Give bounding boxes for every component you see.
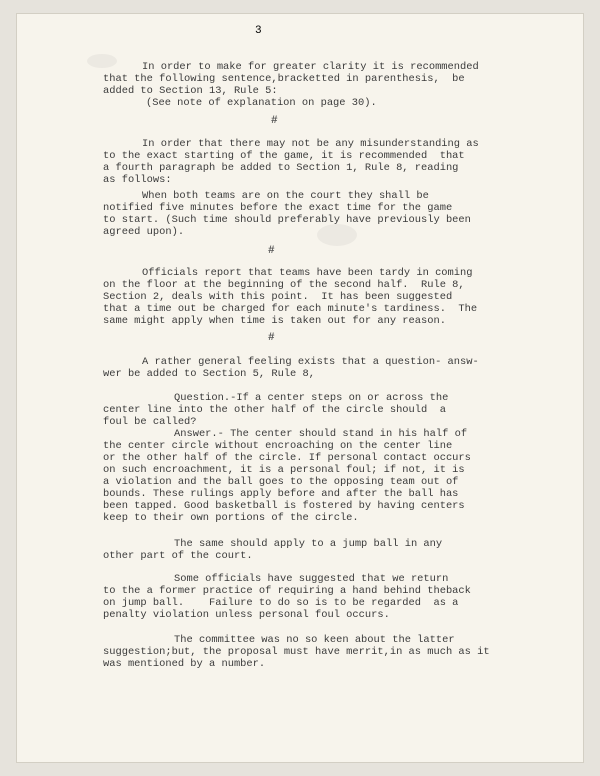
text-line: When both teams are on the court they shall be <box>142 190 429 202</box>
text-line: The same should apply to a jump ball in any <box>174 538 443 550</box>
section-separator: # <box>271 115 278 127</box>
text-line: or the other half of the circle. If personal contact occurs <box>103 452 471 464</box>
text-line: that the following sentence,bracketted in parenthesis, be <box>103 73 465 85</box>
section-separator: # <box>268 245 275 257</box>
text-line: on such encroachment, it is a personal foul; if not, it is <box>103 464 465 476</box>
text-line: on jump ball. Failure to do so is to be regarded as a <box>103 597 459 609</box>
text-line: The committee was no so keen about the latter <box>174 634 455 646</box>
text-line: Some officials have suggested that we return <box>174 573 449 585</box>
text-line: foul be called? <box>103 416 197 428</box>
document-page <box>17 14 583 762</box>
text-line: same might apply when time is taken out for any reason. <box>103 315 446 327</box>
text-line: Section 2, deals with this point. It has been suggested <box>103 291 453 303</box>
text-line: keep to their own portions of the circle. <box>103 512 359 524</box>
text-line: Officials report that teams have been tardy in coming <box>142 267 473 279</box>
text-line: that a time out be charged for each minute's tardiness. The <box>103 303 478 315</box>
text-line: on the floor at the beginning of the second half. Rule 8, <box>103 279 465 291</box>
text-line: a fourth paragraph be added to Section 1, Rule 8, reading <box>103 162 459 174</box>
text-line: the center circle without encroaching on the center line <box>103 440 453 452</box>
text-line: notified five minutes before the exact time for the game <box>103 202 453 214</box>
text-line: Answer.- The center should stand in his half of <box>174 428 468 440</box>
text-line: A rather general feeling exists that a question- answ- <box>142 356 479 368</box>
text-line: to the a former practice of requiring a hand behind theback <box>103 585 471 597</box>
text-line: Question.-If a center steps on or across the <box>174 392 449 404</box>
text-line: bounds. These rulings apply before and after the ball has <box>103 488 459 500</box>
text-line: suggestion;but, the proposal must have merrit,in as much as it <box>103 646 490 658</box>
section-separator: # <box>268 332 275 344</box>
text-line: as follows: <box>103 174 172 186</box>
text-line: (See note of explanation on page 30). <box>146 97 377 109</box>
text-line: agreed upon). <box>103 226 185 238</box>
document-body <box>17 14 583 762</box>
text-line: In order to make for greater clarity it is recommended <box>142 61 479 73</box>
text-line: other part of the court. <box>103 550 253 562</box>
text-line: added to Section 13, Rule 5: <box>103 85 278 97</box>
text-line: In order that there may not be any misunderstanding as <box>142 138 479 150</box>
text-line: been tapped. Good basketball is fostered by having centers <box>103 500 465 512</box>
text-line: penalty violation unless personal foul occurs. <box>103 609 390 621</box>
page-number: 3 <box>255 25 262 37</box>
text-line: center line into the other half of the circle should a <box>103 404 446 416</box>
text-line: a violation and the ball goes to the opposing team out of <box>103 476 459 488</box>
text-line: was mentioned by a number. <box>103 658 266 670</box>
text-line: to start. (Such time should preferably have previously been <box>103 214 471 226</box>
text-line: to the exact starting of the game, it is recommended that <box>103 150 465 162</box>
text-line: wer be added to Section 5, Rule 8, <box>103 368 316 380</box>
